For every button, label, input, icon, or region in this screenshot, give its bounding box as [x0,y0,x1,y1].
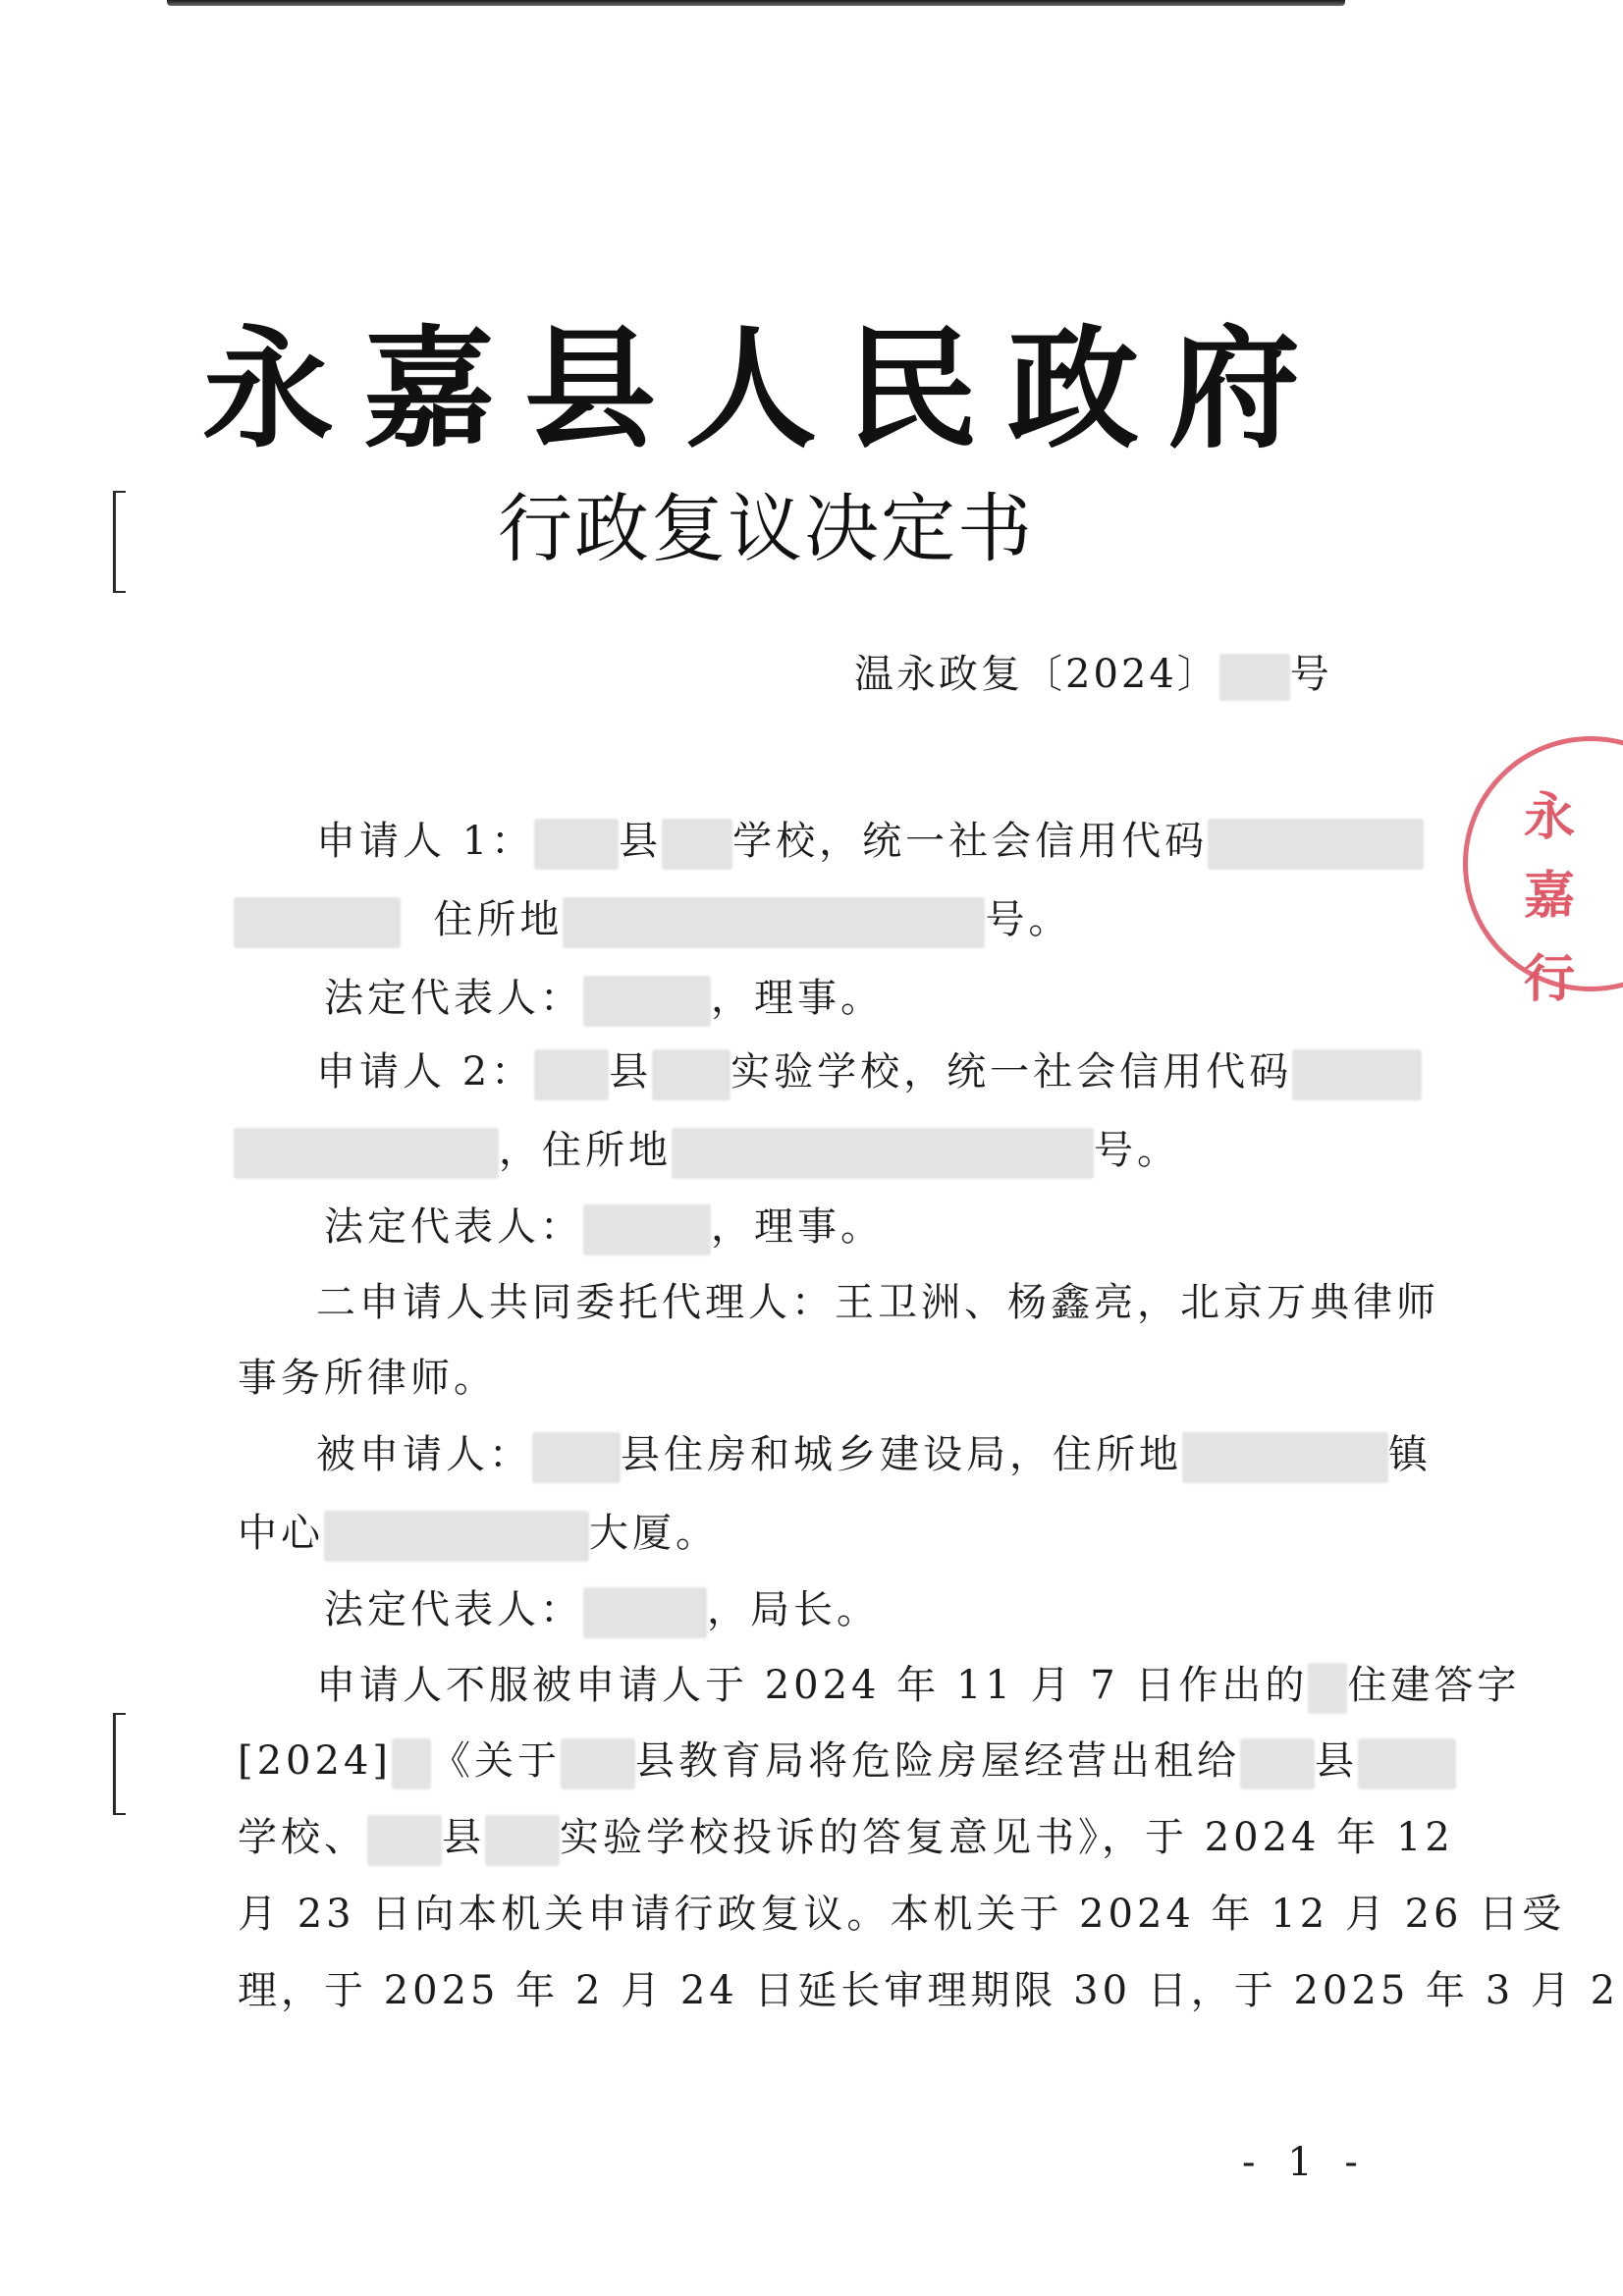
page-number: - 1 - [1242,2140,1368,2185]
official-seal: 永 嘉 行 [1463,726,1623,1021]
document-number: 温永政复〔2024〕 号 [854,643,1332,701]
applicant2-line: 申请人 2： 县 实验学校，统一社会信用代码 [316,1041,1422,1100]
agent-line-cont: 事务所律师。 [238,1356,497,1401]
binding-mark-lower [113,1713,126,1815]
paragraph-line-4: 月 23 日向本机关申请行政复议。本机关于 2024 年 12 月 26 日受 [238,1892,1566,1937]
paragraph-line-2: [2024] 《关于 县教育局将危险房屋经营出租给 县 [238,1730,1456,1789]
applicant2-address: ，住所地 号。 [234,1119,1180,1179]
applicant1-address: 住所地 号。 [234,888,1071,948]
scan-top-edge [167,0,1345,6]
paragraph-line-1: 申请人不服被申请人于 2024 年 11 月 7 日作出的 住建答字 [316,1654,1520,1714]
respondent-line: 被申请人： 县住房和城乡建设局，住所地 镇 [316,1423,1432,1483]
paragraph-line-5: 理，于 2025 年 2 月 24 日延长审理期限 30 日，于 2025 年 3 月 2 [238,1968,1620,2013]
representative2: 法定代表人： ，理事。 [324,1196,884,1255]
applicant1-line: 申请人 1： 县 学校，统一社会信用代码 [316,810,1424,870]
document-subtitle: 行政复议决定书 [498,485,1034,572]
document-title: 永嘉县人民政府 [201,311,1329,466]
agent-line: 二申请人共同委托代理人：王卫洲、杨鑫亮，北京万典律师 [316,1280,1439,1325]
respondent-address: 中心 大厦。 [238,1502,719,1562]
redacted-number [1219,654,1290,701]
representative3: 法定代表人： ，局长。 [324,1578,880,1638]
representative1: 法定代表人： ，理事。 [324,967,884,1027]
paragraph-line-3: 学校、 县 实验学校投诉的答复意见书》，于 2024 年 12 [238,1806,1454,1866]
